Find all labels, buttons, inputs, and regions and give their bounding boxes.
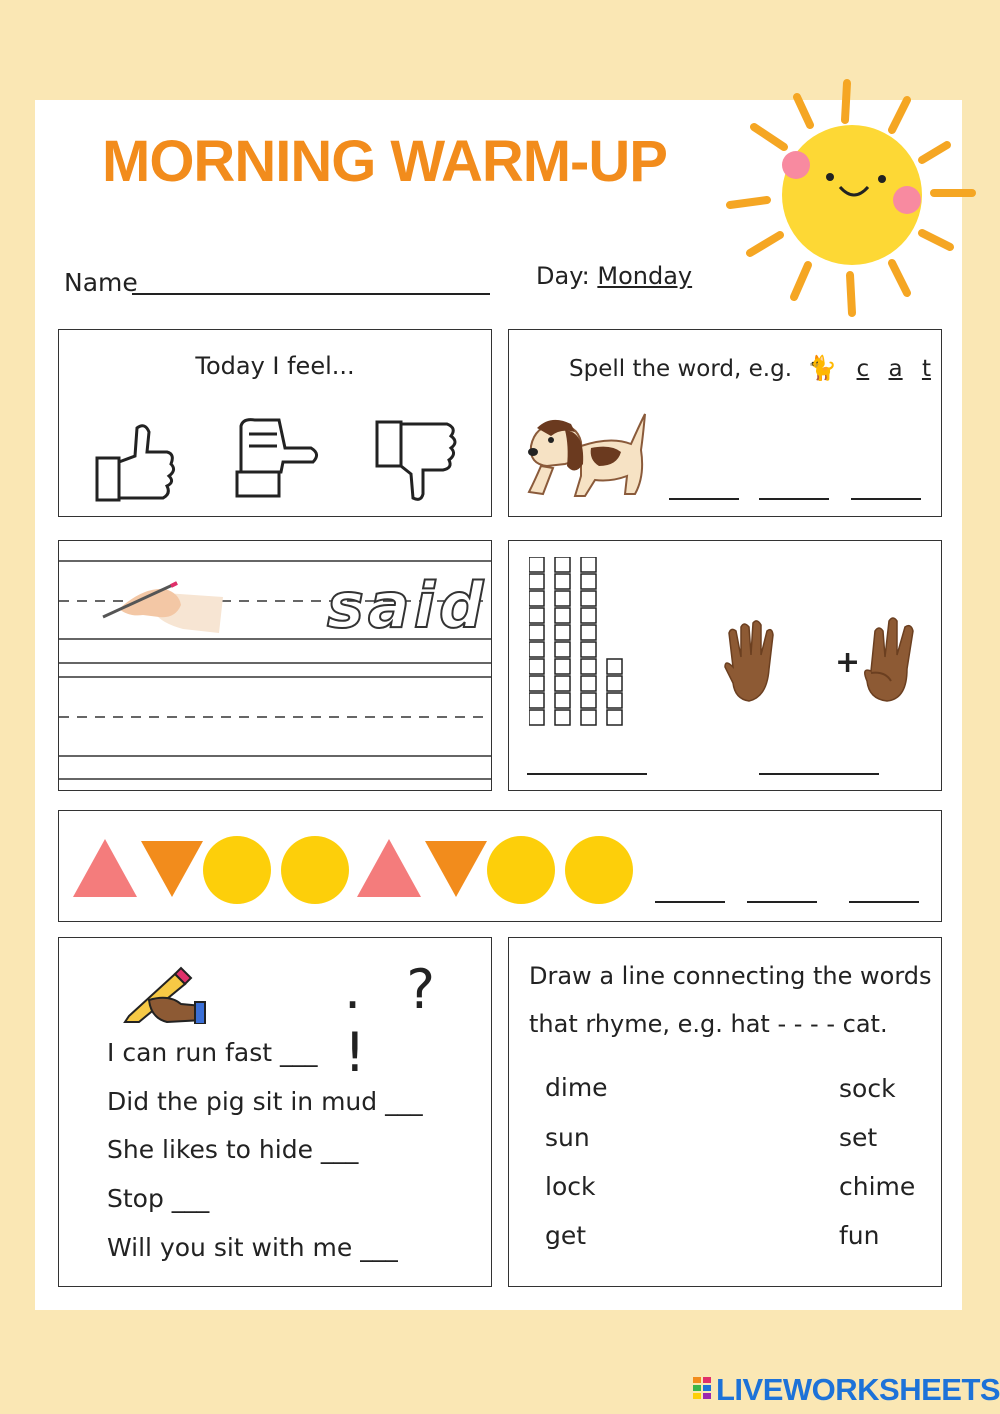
rhyme-word-left[interactable]: sun	[545, 1123, 590, 1152]
tens-rod-cube	[581, 693, 596, 708]
worksheet-title: MORNING WARM-UP	[102, 129, 667, 194]
tens-rod-cube	[529, 557, 544, 572]
pink-triangle-shape	[357, 839, 421, 897]
sentence[interactable]: She likes to hide ___	[107, 1135, 359, 1164]
sentence[interactable]: Stop ___	[107, 1184, 210, 1213]
pattern-blank[interactable]	[747, 901, 817, 903]
shape-pattern	[73, 833, 633, 907]
rhyme-instruction: that rhyme, e.g. hat - - - - cat.	[529, 1010, 888, 1038]
feelings-prompt: Today I feel...	[195, 352, 355, 380]
day-label	[536, 262, 692, 290]
name-field[interactable]	[132, 293, 490, 295]
hand-three-fingers-icon	[857, 615, 921, 705]
pink-triangle-shape	[73, 839, 137, 897]
sum-answer-blank[interactable]	[759, 773, 879, 775]
tens-rod-cube	[555, 608, 570, 623]
thumbs-sideways-icon[interactable]	[233, 414, 323, 504]
rhyme-word-right[interactable]: set	[839, 1123, 878, 1152]
tens-rod-cube	[529, 591, 544, 606]
tens-rod-cube	[529, 659, 544, 674]
writing-hand-icon	[99, 575, 229, 637]
example-letter: t	[921, 356, 931, 382]
tens-rod-cube	[529, 574, 544, 589]
rhyming-box	[508, 937, 942, 1287]
rhyme-word-right[interactable]: fun	[839, 1221, 880, 1250]
spelling-box	[508, 329, 942, 517]
tens-rod-cube	[581, 557, 596, 572]
tens-rod-cube	[555, 591, 570, 606]
pattern-blank[interactable]	[849, 901, 919, 903]
tens-rod-cube	[581, 574, 596, 589]
pattern-blank[interactable]	[655, 901, 725, 903]
hand-five-fingers-icon	[721, 619, 785, 705]
yellow-circle-shape	[281, 836, 349, 904]
punctuation-marks: . ? !	[344, 958, 449, 1084]
tens-rod-cube	[555, 642, 570, 657]
day-value: Monday	[597, 262, 693, 290]
sun-icon	[722, 75, 992, 325]
rhyme-word-left[interactable]: get	[545, 1221, 587, 1250]
spelling-blank[interactable]	[759, 498, 829, 500]
tens-rod-cube	[581, 625, 596, 640]
thumbs-down-icon[interactable]	[373, 418, 463, 508]
tens-rod-cube	[529, 676, 544, 691]
counting-box	[508, 540, 942, 791]
example-letter: c	[856, 356, 870, 382]
spelling-blank[interactable]	[851, 498, 921, 500]
tens-rod-cube	[555, 693, 570, 708]
ones-cube	[607, 659, 622, 674]
tens-rod-cube	[581, 659, 596, 674]
base-ten-blocks	[529, 557, 629, 733]
feelings-box	[58, 329, 492, 517]
tens-rod-cube	[529, 693, 544, 708]
orange-inverted-triangle-shape	[425, 841, 487, 897]
tens-rod-cube	[555, 557, 570, 572]
tens-rod-cube	[581, 642, 596, 657]
trace-word: said	[327, 569, 488, 642]
rhyme-word-right[interactable]: sock	[839, 1074, 896, 1103]
spelling-blank[interactable]	[669, 498, 739, 500]
rhyme-word-left[interactable]: lock	[545, 1172, 596, 1201]
tens-rod-cube	[555, 710, 570, 725]
day-label-text: Day:	[536, 262, 598, 290]
liveworksheets-brand: LIVEWORKSHEETS	[716, 1372, 1000, 1407]
rhyme-instruction: Draw a line connecting the words	[529, 962, 932, 990]
cat-icon: 🐈	[807, 354, 838, 382]
rhyme-word-right[interactable]: chime	[839, 1172, 916, 1201]
orange-inverted-triangle-shape	[141, 841, 203, 897]
tens-rod-cube	[529, 710, 544, 725]
punctuation-box	[58, 937, 492, 1287]
ones-cube	[607, 676, 622, 691]
tens-rod-cube	[581, 676, 596, 691]
sentence[interactable]: Did the pig sit in mud ___	[107, 1087, 423, 1116]
sentence[interactable]: Will you sit with me ___	[107, 1233, 398, 1262]
tens-answer-blank[interactable]	[527, 773, 647, 775]
rhyme-word-left[interactable]: dime	[545, 1073, 608, 1102]
tens-rod-cube	[555, 574, 570, 589]
sentence[interactable]: I can run fast ___	[107, 1038, 318, 1067]
ones-cube	[607, 710, 622, 725]
liveworksheets-logo-icon	[693, 1377, 711, 1399]
writing-hand-pencil-icon	[119, 964, 209, 1024]
tens-rod-cube	[555, 625, 570, 640]
spelling-prompt	[569, 354, 931, 382]
tens-rod-cube	[555, 659, 570, 674]
tens-rod-cube	[529, 608, 544, 623]
handwriting-box	[58, 540, 492, 791]
tens-rod-cube	[581, 710, 596, 725]
pattern-box	[58, 810, 942, 922]
tens-rod-cube	[555, 676, 570, 691]
tens-rod-cube	[581, 608, 596, 623]
spelling-prompt-text: Spell the word, e.g.	[569, 356, 793, 382]
example-letter: a	[888, 356, 903, 382]
name-label: Name	[64, 268, 138, 297]
ones-cube	[607, 693, 622, 708]
tens-rod-cube	[581, 591, 596, 606]
yellow-circle-shape	[565, 836, 633, 904]
yellow-circle-shape	[203, 836, 271, 904]
tens-rod-cube	[529, 625, 544, 640]
yellow-circle-shape	[487, 836, 555, 904]
addition-sign: +	[835, 645, 861, 680]
thumbs-up-icon[interactable]	[93, 420, 177, 504]
tens-rod-cube	[529, 642, 544, 657]
dog-icon	[521, 406, 647, 502]
